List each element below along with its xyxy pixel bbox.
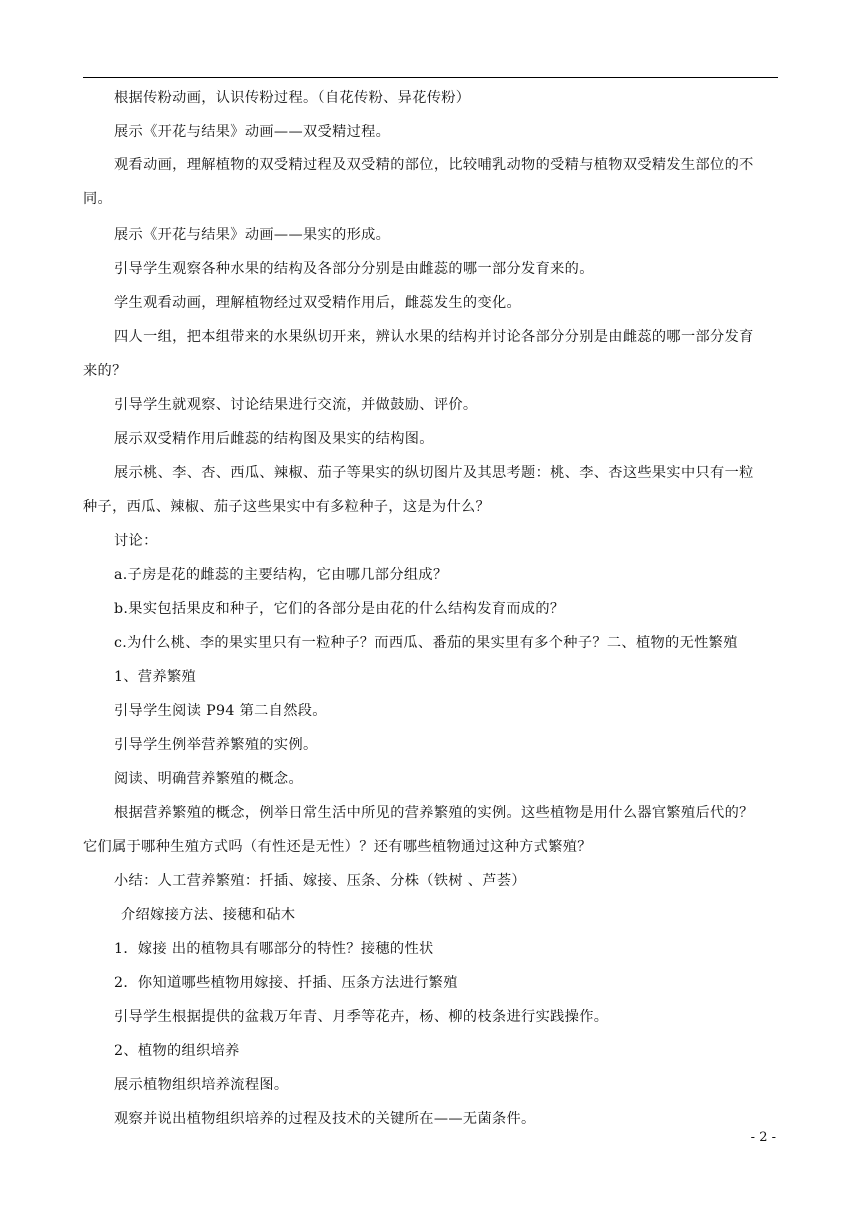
paragraph-line: 引导学生观察各种水果的结构及各部分分别是由雌蕊的哪一部分发育来的。 (114, 261, 594, 277)
paragraph-line: a.子房是花的雌蕊的主要结构，它由哪几部分组成？ (114, 567, 448, 583)
paragraph-line: 讨论： (114, 533, 158, 549)
paragraph-line: 同。 (83, 191, 113, 207)
paragraph-line: 引导学生就观察、讨论结果进行交流，并做鼓励、评价。 (114, 397, 478, 413)
page-number: - 2 - (750, 1130, 776, 1145)
paragraph-line: 1、营养繁殖 (114, 669, 197, 685)
paragraph-line: 它们属于哪种生殖方式吗（有性还是无性）？还有哪些植物通过这种方式繁殖？ (83, 839, 592, 855)
paragraph-line: 四人一组，把本组带来的水果纵切开来，辨认水果的结构并讨论各部分分别是由雌蕊的哪一部分发育 (114, 329, 754, 345)
paragraph-line: 观察并说出植物组织培养的过程及技术的关键所在——无菌条件。 (114, 1111, 536, 1127)
paragraph-line: b.果实包括果皮和种子，它们的各部分是由花的什么结构发育而成的？ (114, 601, 565, 617)
paragraph-line: 引导学生阅读 P94 第二自然段。 (114, 703, 327, 719)
paragraph-line: 种子，西瓜、辣椒、茄子这些果实中有多粒种子，这是为什么？ (83, 499, 491, 515)
paragraph-line: 2．你知道哪些植物用嫁接、扦插、压条方法进行繁殖 (114, 975, 458, 991)
paragraph-line: 引导学生例举营养繁殖的实例。 (114, 737, 318, 753)
paragraph-line: 根据营养繁殖的概念，例举日常生活中所见的营养繁殖的实例。这些植物是用什么器官繁殖后代的？ (114, 805, 754, 821)
paragraph-line: 观看动画，理解植物的双受精过程及双受精的部位，比较哺乳动物的受精与植物双受精发生部位的不 (114, 157, 754, 173)
paragraph-line: 展示植物组织培养流程图。 (114, 1077, 289, 1093)
header-rule (83, 77, 778, 78)
paragraph-line: 引导学生根据提供的盆栽万年青、月季等花卉，杨、柳的枝条进行实践操作。 (114, 1009, 609, 1025)
paragraph-line: 展示《开花与结果》动画——双受精过程。 (114, 124, 391, 140)
paragraph-line: 展示双受精作用后雌蕊的结构图及果实的结构图。 (114, 431, 434, 447)
paragraph-line: 小结：人工营养繁殖：扦插、嫁接、压条、分株（铁树 、芦荟） (114, 873, 526, 889)
paragraph-line: 介绍嫁接方法、接穗和砧木 (121, 907, 296, 923)
paragraph-line: 展示桃、李、杏、西瓜、辣椒、茄子等果实的纵切图片及其思考题：桃、李、杏这些果实中只有一粒 (114, 465, 754, 481)
paragraph-line: c.为什么桃、李的果实里只有一粒种子？而西瓜、番茄的果实里有多个种子？二、植物的无性繁殖 (114, 635, 738, 651)
paragraph-line: 展示《开花与结果》动画——果实的形成。 (114, 227, 391, 243)
paragraph-line: 阅读、明确营养繁殖的概念。 (114, 771, 303, 787)
paragraph-line: 来的？ (83, 363, 127, 379)
paragraph-line: 根据传粉动画，认识传粉过程。（自花传粉、异花传粉） (114, 90, 471, 106)
paragraph-line: 1．嫁接 出的植物具有哪部分的特性？接穗的性状 (114, 941, 434, 957)
paragraph-line: 2、植物的组织培养 (114, 1043, 240, 1059)
paragraph-line: 学生观看动画，理解植物经过双受精作用后，雌蕊发生的变化。 (114, 295, 522, 311)
